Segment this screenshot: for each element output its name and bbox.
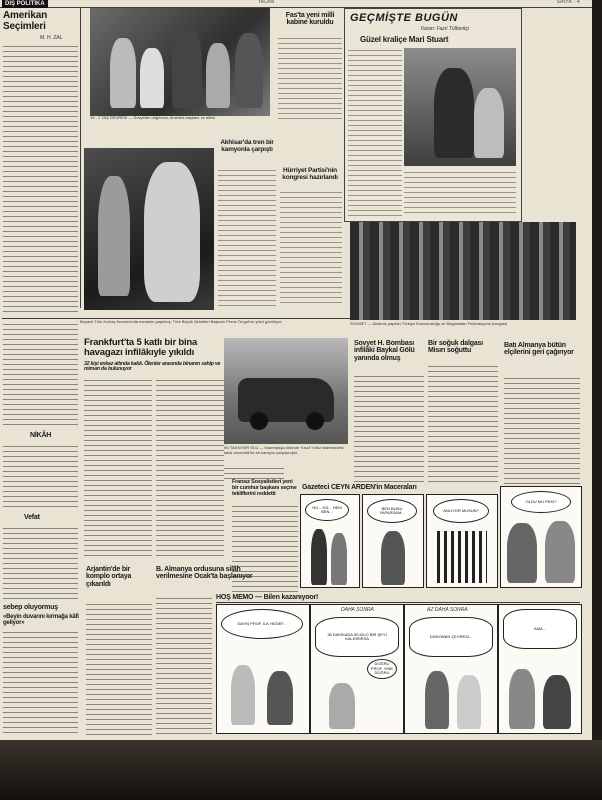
bati-almanya-text	[504, 376, 580, 484]
sebep-text	[3, 630, 78, 736]
sovyet-text	[354, 374, 424, 484]
bati-almanya-headline: Batı Almanya bütün elçilerini geri çağırıyor	[504, 342, 574, 357]
ceyn-panel-4	[500, 486, 582, 588]
hos-memo-rule	[216, 602, 580, 603]
memo-panel-3	[404, 604, 498, 734]
sebep-heading: sebep oluyormuş	[3, 604, 58, 611]
arjantin-headline: Arjantin'de bir komplo ortaya çıkarıldı	[86, 566, 132, 588]
page-header	[0, 0, 592, 6]
hurriyet-text	[280, 190, 342, 306]
akhisar-headline: Akhisar'da tren bir kamyonla çarpıştı	[220, 139, 274, 153]
mari-stuart-illustration	[404, 48, 516, 166]
b-almanya-headline: B. Almanya ordusuna silâh verilmesine Ocak'ta başlanıyor	[156, 566, 253, 581]
mari-stuart-headline: Güzel kraliçe Mari Stuart	[360, 35, 449, 44]
family-photo-caption: 16 - 2 TAŞ DEVRESİ — Sovyetler dağılınca, Amerika başkanı ve ailesi	[90, 116, 216, 120]
vefat-heading: Vefat	[24, 514, 40, 521]
memo-panel-1	[216, 604, 310, 734]
wreck-photo	[224, 338, 348, 444]
sovyet-headline: Sovyet H. Bombası infilâki Baykal Gölü yanında olmuş	[354, 340, 415, 362]
hurriyet-headline: Hürriyet Partisi'nin kongresi hazırlandı	[282, 167, 338, 181]
frankfurt-headline: Frankfurt'ta 5 katlı bir bina havagazı infilâkıyle yıkıldı	[84, 337, 198, 358]
arjantin-text	[86, 602, 152, 736]
memo-panel-3-label: AZ DAHA SONRA	[427, 607, 468, 613]
nikah-text	[3, 444, 78, 508]
left-author: M. H. ZAL	[40, 35, 63, 41]
ceyn-arden-title: Gazeteci CEYN ARDEN'in Maceraları	[302, 484, 417, 491]
frankfurt-text-2	[156, 378, 224, 556]
soguk-headline: Bir soğuk dalgası Misırı soğuttu	[428, 340, 483, 355]
left-lower-text	[3, 322, 78, 426]
soguk-text	[428, 364, 498, 484]
paper-name: YALAN	[258, 0, 275, 5]
ceyn-panel-2	[362, 494, 424, 588]
wreck-text	[224, 466, 284, 480]
column-divider	[80, 8, 81, 308]
fasta-headline: Fas'ta yeni milli kabine kuruldu	[285, 12, 335, 27]
page-shadow	[0, 740, 602, 800]
akhisar-text	[218, 168, 276, 306]
mari-stuart-text-2	[404, 170, 516, 216]
mari-stuart-text	[348, 48, 402, 216]
wreck-caption: İKİ TAKSİ BİR ÖLÜ — Kasımpaşa önünde Yusuf Yıldız idaresindeki taksi otomobili ile bir kamyon çarpışmıştır.	[224, 446, 344, 455]
ceyn-bubble-3: ANLIYOR MUSUN?	[433, 499, 489, 523]
memo-panel-2-label: DAHA SONRA	[341, 607, 374, 613]
ceyn-bubble-1: HÜ... HÜ... HEM BEN...	[305, 499, 349, 521]
family-photo	[90, 8, 270, 116]
page-number: SAYFA : 4	[556, 0, 580, 5]
frankfurt-subheadline: 32 kişi enkaz altında kaldı. Ölenler arasında binanın sahip ve mimarı da bulunuyor	[84, 361, 221, 373]
crowd-photo	[350, 222, 576, 320]
memo-panel-4	[498, 604, 582, 734]
ceyn-panel-3	[426, 494, 498, 588]
vefat-text	[3, 526, 78, 600]
nikah-heading: NİKÂH	[30, 432, 52, 439]
frankfurt-text-1	[84, 378, 152, 556]
memo-bubble-4: DÜNYANIN ÇEVRESİ...	[409, 617, 493, 657]
ceyn-bubble-4: OLDU MU PEKİ?	[511, 491, 571, 513]
hos-memo-title: HOŞ MEMO — Bilen kazanıyoor!	[216, 594, 319, 601]
sebep-subheading: «Beyin duvarını kırmağa kâfi geliyor»	[3, 614, 79, 627]
ceyn-panel-1	[300, 494, 360, 588]
mid-rule	[2, 318, 350, 319]
memo-bubble-1: SAYIN PROF. İLK HEDEF...	[221, 609, 303, 639]
crowd-photo-caption: SİYASET — Akdeniz yapılan Türkiye Konsolosluğu ve Bulgaristan Federasyonu kongresi	[350, 322, 508, 326]
amerikan-secimleri-headline: Amerikan Seçimleri	[3, 10, 47, 32]
amerikan-secimleri-text	[3, 44, 78, 316]
memo-bubble-5: AMA...	[503, 609, 577, 649]
memo-bubble-3: DOĞRU PROF. YİNE DOĞRU	[367, 659, 397, 679]
woman-and-boy-photo	[84, 148, 214, 310]
memo-panel-2	[310, 604, 404, 734]
b-almanya-text	[156, 596, 212, 736]
gecmiste-bugun-banner: GEÇMİŞTE BUGÜN	[350, 12, 458, 24]
fasta-text	[278, 36, 342, 122]
memo-bubble-2: 36 DAKİKADA 50 KİLO BİR ŞEYİ KALDIRIRSA	[315, 617, 399, 657]
dis-politika-kicker: DIŞ POLİTİKA	[2, 0, 48, 8]
mid-strip-caption: Beyazıt Türk Kızılay Kurumu'nda merasim yapılmış; Türk Büyük Şirketleri Başkanı Prens Turgut'un yüzü görülüyor.	[80, 320, 283, 324]
fransiz-headline: Fransız Sosyalistleri yeni bir cumhur başkanı seçme tekliflerini reddetti	[232, 479, 297, 497]
ceyn-bubble-2: BEN BUNU YAPARSAM...	[367, 499, 417, 523]
gecmiste-byline: Yazan: Fazıl Tülbentçi	[420, 26, 470, 32]
